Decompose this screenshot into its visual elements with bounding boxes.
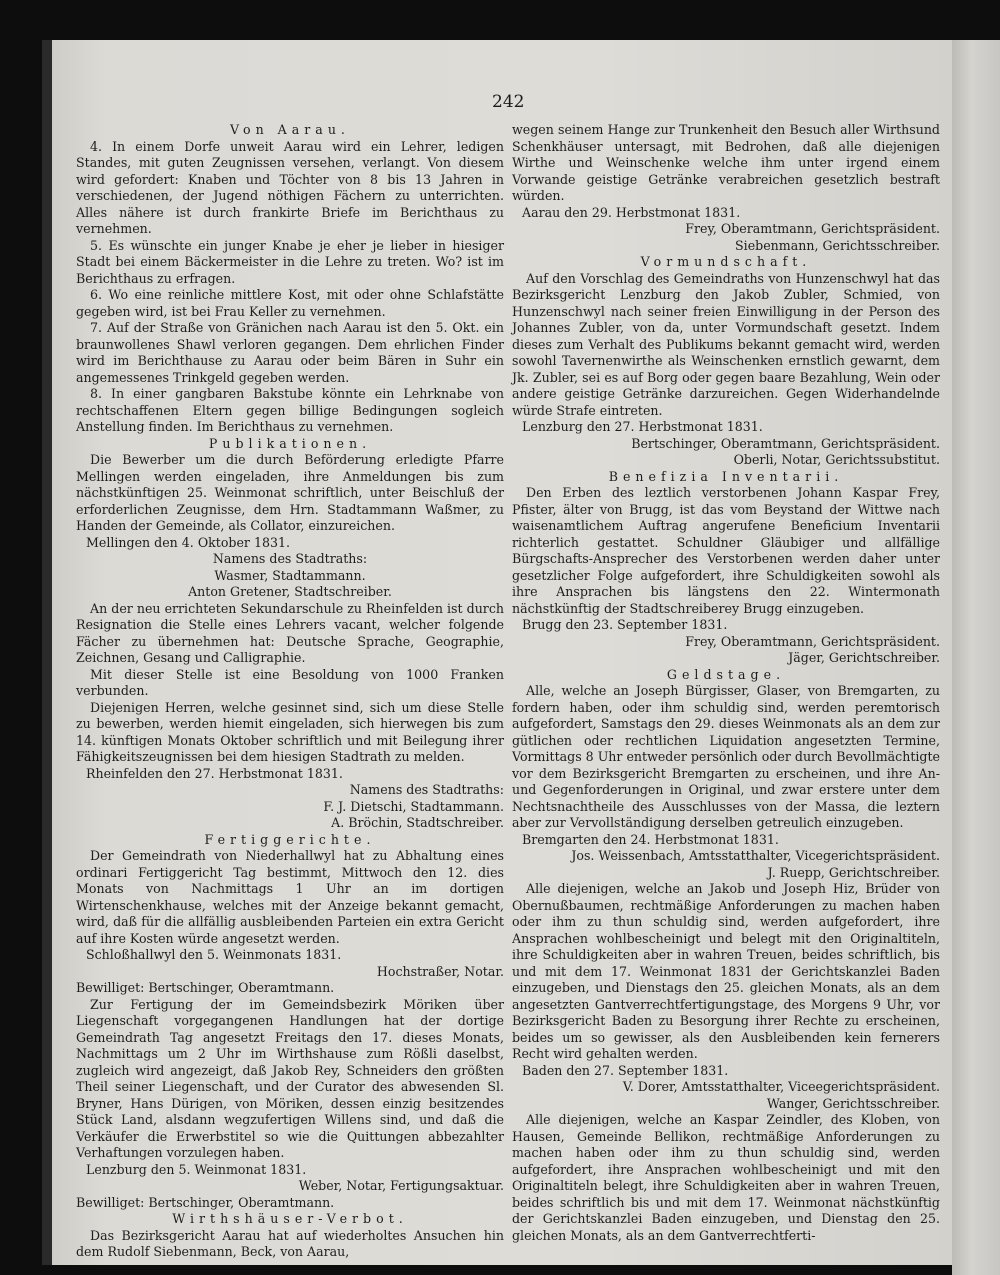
text-paragraph: Frey, Oberamtmann, Gerichtspräsident. bbox=[685, 221, 940, 236]
text-paragraph: Zur Fertigung der im Gemeindsbezirk Möriken über Liegenschaft vorgegangenen Handlungen hat der dortige Gemeindrath Tag angesetzt Freitags den 17. dieses Monats, Nachmittags um 2 Uhr im Wirthshause zum Rößli daselbst, zugleich wird angezeigt, daß Jakob Rey, Schneiders den größten Theil seiner Liegenschaft, und der Curator des abwesenden Sl. Bryner, Hans Dürigen, von Möriken, dessen einzig besitzendes Stück Land, alsdann wegzufertigen Willens sind, und daß die Verkäufer die Erwerbstitel so wie die Quittungen abbezahlter Verhaftungen vorzulegen haben. bbox=[76, 996, 504, 1160]
text-paragraph: Das Bezirksgericht Aarau hat auf wiederholtes Ansuchen hin dem Rudolf Siebenmann, Beck, von Aarau, bbox=[76, 1227, 504, 1259]
text-paragraph: Jos. Weissenbach, Amtsstatthalter, Vicegerichtspräsident. bbox=[571, 848, 940, 863]
right-column bbox=[512, 122, 940, 1244]
text-paragraph: 6. Wo eine reinliche mittlere Kost, mit oder ohne Schlafstätte gegeben wird, ist bei Frau Keller zu vernehmen. bbox=[76, 287, 504, 319]
text-paragraph: Schloßhallwyl den 5. Weinmonats 1831. bbox=[86, 947, 342, 962]
text-paragraph: Bertschinger, Oberamtmann, Gerichtspräsident. bbox=[631, 435, 940, 451]
text-paragraph: Frey, Oberamtmann, Gerichtspräsident. bbox=[685, 633, 940, 649]
text-paragraph: Weber, Notar, Fertigungsaktuar. bbox=[298, 1178, 504, 1193]
text-paragraph: Oberli, Notar, Gerichtssubstitut. bbox=[733, 452, 940, 467]
section-heading: Benefizia Inventarii. bbox=[608, 468, 844, 484]
text-paragraph: Auf den Vorschlag des Gemeindraths von Hunzenschwyl hat das Bezirksgericht Lenzburg den Jakob Zubler, Schmied, von Hunzenschwyl nach seiner freien Einwilligung in der Person des Johannes Zubler, von da, unter Vormundschaft gesetzt. Indem dieses zum Verhalt des Publikums bekannt gemacht wird, werden sowohl Tavernenwirthe als Weinschenken ernstlich gewarnt, dem Jk. Zubler, sei es auf Borg oder gegen baare Bezahlung, Wein oder andere geistige Getränke darzureichen. Gegen Widerhandelnde würde Strafe eintreten. bbox=[512, 270, 940, 418]
newspaper-page bbox=[52, 40, 952, 1265]
text-paragraph: Brugg den 23. September 1831. bbox=[522, 617, 728, 632]
text-paragraph: Alle diejenigen, welche an Jakob und Joseph Hiz, Brüder von Obernußbaumen, rechtmäßige Anforderungen zu machen haben oder ihm zu thun schuldig sind, werden aufgefordert, ihre Ansprachen wohlbescheinigt und belegt mit den Originaltiteln, ihre Schuldigkeiten aber in wahren Treuen, beides schriftlich, bis und mit dem 17. Weinmonat 1831 der Gerichtskanzlei Baden einzugeben, und Dienstags den 25. gleichen Monats, als an dem angesetzten Gantverrechtfertigungstage, des Morgens 9 Uhr, vor Bezirksgericht Baden zu Besorgung ihrer Rechte zu erscheinen, beides um so gewisser, als den Ausbleibenden kein fernerers Recht wird gehalten werden. bbox=[512, 881, 940, 1061]
text-paragraph: A. Bröchin, Stadtschreiber. bbox=[331, 815, 504, 830]
text-paragraph: Namens des Stadtraths: bbox=[212, 551, 368, 566]
text-paragraph: 5. Es wünschte ein junger Knabe je eher je lieber in hiesiger Stadt bei einem Bäckermeister in die Lehre zu treten. Wo? ist im Berichthaus zu erfragen. bbox=[76, 237, 504, 286]
text-paragraph: Jäger, Gerichtschreiber. bbox=[788, 650, 940, 665]
section-heading: Geldstage. bbox=[666, 666, 786, 682]
text-paragraph: 8. In einer gangbaren Bakstube könnte ein Lehrknabe von rechtschaffenen Eltern gegen billige Bedingungen sogleich Anstellung finden. Im Berichthaus zu vernehmen. bbox=[76, 386, 504, 434]
text-paragraph: 7. Auf der Straße von Gränichen nach Aarau ist den 5. Okt. ein braunwollenes Shawl verloren gegangen. Dem ehrlichen Finder wird im Berichthause zu Aarau oder beim Bären in Suhr ein angemessenes Trinkgeld gegeben werden. bbox=[76, 320, 504, 385]
text-paragraph: Lenzburg den 5. Weinmonat 1831. bbox=[86, 1161, 307, 1177]
next-page-edge bbox=[952, 40, 1000, 1275]
text-paragraph: Anton Gretener, Stadtschreiber. bbox=[188, 584, 392, 599]
text-paragraph: Alle diejenigen, welche an Kaspar Zeindler, des Kloben, von Hausen, Gemeinde Bellikon, rechtmäßige Anforderungen zu machen haben oder ihm zu thun schuldig sind, werden aufgefordert, ihre Ansprachen wohlbescheinigt und mit den Originaltiteln belegt, ihre Schuldigkeiten aber in wahren Treuen, beides schriftlich bis und mit dem 17. Weinmonat nächstkünftig der Gerichtskanzlei Baden einzugeben, und Dienstag den 25. gleichen Monats, als an dem Gantverrechtferti- bbox=[512, 1112, 940, 1243]
section-heading: Fertiggerichte. bbox=[204, 831, 376, 847]
text-paragraph: V. Dorer, Amtsstatthalter, Viceegerichtspräsident. bbox=[622, 1079, 940, 1094]
text-paragraph: Den Erben des leztlich verstorbenen Johann Kaspar Frey, Pfister, älter von Brugg, ist das vom Beystand der Wittwe nach waisenamtlichem Auftrag angerufene Beneficium Inventarii richterlich gestattet. Schuldner Gläubiger und allfällige Bürgschafts-Ansprecher des Verstorbenen werden daher unter gesetzlicher Folge aufgefordert, ihre Schuldigkeiten sowohl als ihre Ansprachen bis längstens den 22. Wintermonath nächstkünftig der Stadtschreiberey Brugg einzugeben. bbox=[512, 485, 940, 616]
section-heading: Wirthshäuser-Verbot. bbox=[172, 1211, 408, 1226]
text-paragraph: Alle, welche an Joseph Bürgisser, Glaser, von Bremgarten, zu fordern haben, oder ihm schuldig sind, werden peremtorisch aufgefordert, Samstags den 29. dieses Weinmonats als an dem zur gütlichen oder rechtlichen Liquidation angesetzten Termine, Vormittags 8 Uhr entweder persönlich oder durch Bevollmächtigte vor dem Bezirksgericht Bremgarten zu erscheinen, und ihre An- und Gegenforderungen in Original, und zwar erstere unter dem Nechtsnachtheile des Ausschlusses von der Massa, die leztern aber zur Vervollständigung derselben getreulich einzugeben. bbox=[512, 683, 940, 830]
text-paragraph: Rheinfelden den 27. Herbstmonat 1831. bbox=[86, 765, 343, 781]
text-paragraph: 4. In einem Dorfe unweit Aarau wird ein Lehrer, ledigen Standes, mit guten Zeugnissen versehen, verlangt. Von diesem wird gefordert: Knaben und Töchter von 8 bis 13 Jahren in verschiedenen, der Jugend nöthigen Fächern zu unterrichten. Alles nähere ist durch frankirte Briefe im Berichthaus zu vernehmen. bbox=[76, 138, 504, 236]
text-paragraph: Bremgarten den 24. Herbstmonat 1831. bbox=[522, 831, 779, 847]
text-paragraph: Hochstraßer, Notar. bbox=[376, 963, 504, 979]
text-paragraph: F. J. Dietschi, Stadtammann. bbox=[323, 798, 504, 814]
text-paragraph: An der neu errichteten Sekundarschule zu Rheinfelden ist durch Resignation die Stelle eines Lehrers vacant, welcher folgende Fächer zu übernehmen hat: Deutsche Sprache, Geographie, Zeichnen, Gesang und Calligraphie. bbox=[76, 600, 504, 665]
section-heading: Publikationen. bbox=[208, 435, 372, 451]
text-paragraph: Baden den 27. September 1831. bbox=[522, 1062, 729, 1078]
text-paragraph: Mellingen den 4. Oktober 1831. bbox=[86, 534, 291, 550]
text-paragraph: Bewilliget: Bertschinger, Oberamtmann. bbox=[76, 980, 335, 995]
text-paragraph: J. Ruepp, Gerichtschreiber. bbox=[767, 864, 940, 880]
text-paragraph: Diejenigen Herren, welche gesinnet sind, sich um diese Stelle zu bewerben, werden hiemit eingeladen, sich hierwegen bis zum 14. künftigen Monats Oktober schriftlich und mit Beilegung ihrer Fähigkeitszeugnissen bei dem hiesigen Stadtrath zu melden. bbox=[76, 699, 504, 764]
text-paragraph: Lenzburg den 27. Herbstmonat 1831. bbox=[522, 419, 763, 434]
page-number: 242 bbox=[492, 92, 525, 112]
text-paragraph: Namens des Stadtraths: bbox=[349, 782, 504, 797]
text-paragraph: Wanger, Gerichtsschreiber. bbox=[766, 1095, 940, 1111]
section-heading: Von Aarau. bbox=[230, 122, 350, 137]
text-paragraph: Wasmer, Stadtammann. bbox=[214, 567, 366, 583]
text-paragraph: Bewilliget: Bertschinger, Oberamtmann. bbox=[76, 1194, 335, 1210]
text-paragraph: wegen seinem Hange zur Trunkenheit den Besuch aller Wirthsund Schenkhäuser untersagt, mit Bedrohen, daß alle diejenigen Wirthe und Weinschenke welche ihm unter irgend einem Vorwande geistige Getränke verabreichen gesetzlich bestraft würden. bbox=[512, 122, 940, 203]
binding-shadow bbox=[42, 40, 52, 1265]
section-heading: Vormundschaft. bbox=[640, 254, 812, 269]
text-paragraph: Mit dieser Stelle ist eine Besoldung von 1000 Franken verbunden. bbox=[76, 666, 504, 698]
text-paragraph: Siebenmann, Gerichtsschreiber. bbox=[735, 237, 940, 253]
text-paragraph: Der Gemeindrath von Niederhallwyl hat zu Abhaltung eines ordinari Fertiggericht Tag bestimmt, Mittwoch den 12. dies Monats von Nachmittags 1 Uhr an im dortigen Wirtenschenkhause, welches mit der Anzeige bekannt gemacht, wird, daß für die allfällig ausbleibenden Parteien ein extra Gericht auf ihre Kosten würde angesetzt werden. bbox=[76, 848, 504, 946]
left-column bbox=[76, 122, 504, 1261]
text-paragraph: Die Bewerber um die durch Beförderung erledigte Pfarre Mellingen werden eingeladen, ihre Anmeldungen bis zum nächstkünftigen 25. Weinmonat schriftlich, unter Beischluß der erforderlichen Zeugnisse, dem Hrn. Stadtammann Waßmer, zu Handen der Gemeinde, als Collator, einzureichen. bbox=[76, 452, 504, 533]
text-paragraph: Aarau den 29. Herbstmonat 1831. bbox=[522, 204, 741, 220]
